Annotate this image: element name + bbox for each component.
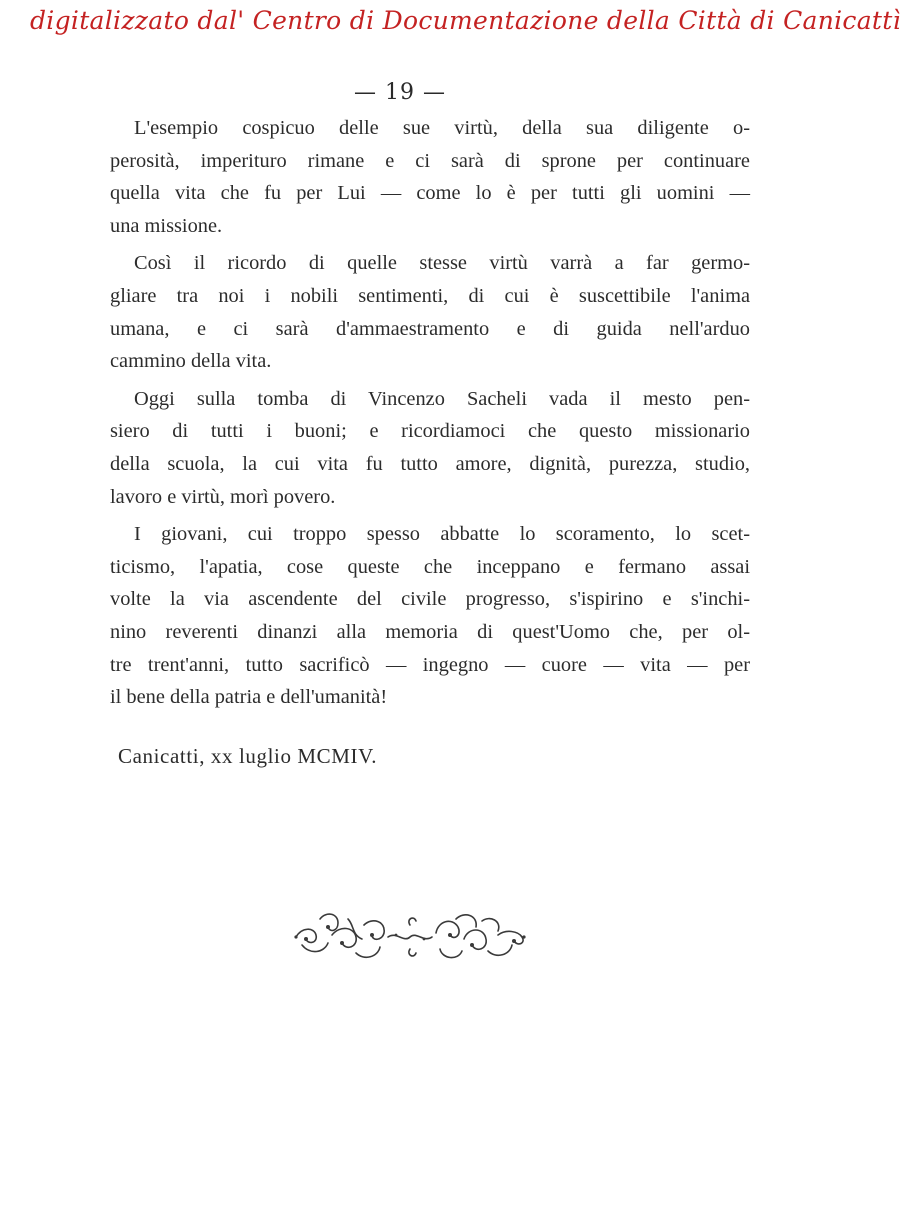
text-line: Così il ricordo di quelle stesse virtù varrà a far germo- — [134, 252, 750, 275]
text-line: I giovani, cui troppo spesso abbatte lo scoramento, lo scet- — [134, 523, 750, 546]
paragraph — [110, 518, 750, 714]
place-date: Canicatti, xx luglio MCMIV. — [118, 744, 378, 768]
text-line: perosità, imperituro rimane e ci sarà di sprone per continuare — [110, 149, 750, 172]
text-line: gliare tra noi i nobili sentimenti, di cui è suscettibile l'anima — [110, 284, 750, 307]
text-line: ticismo, l'apatia, cose queste che inceppano e fermano assai — [110, 555, 750, 578]
digitization-watermark: digitalizzato dal' Centro di Documentazione della Città di Canicattì — [30, 6, 901, 35]
text-line: una missione. — [110, 214, 223, 237]
text-line: il bene della patria e dell'umanità! — [110, 686, 388, 709]
text-line: umana, e ci sarà d'ammaestramento e di guida nell'arduo — [110, 317, 750, 340]
text-line: lavoro e virtù, morì povero. — [110, 485, 336, 508]
text-line: volte la via ascendente del civile progresso, s'ispirino e s'inchi- — [110, 588, 750, 611]
text-line: siero di tutti i buoni; e ricordiamoci che questo missionario — [110, 420, 750, 443]
page-number: — 19 — — [354, 80, 446, 105]
scroll-ornament-icon — [292, 905, 528, 967]
paragraph — [110, 383, 750, 513]
text-line: Oggi sulla tomba di Vincenzo Sacheli vada il mesto pen- — [134, 387, 750, 410]
text-line: cammino della vita. — [110, 350, 272, 373]
text-line: della scuola, la cui vita fu tutto amore, dignità, purezza, studio, — [110, 452, 750, 475]
paragraph — [110, 247, 750, 377]
body-text — [110, 112, 750, 719]
paragraph — [110, 112, 750, 242]
text-line: tre trent'anni, tutto sacrificò — ingegno — cuore — vita — per — [110, 653, 750, 676]
text-line: quella vita che fu per Lui — come lo è per tutti gli uomini — — [110, 182, 750, 205]
text-line: nino reverenti dinanzi alla memoria di quest'Uomo che, per ol- — [110, 620, 750, 643]
text-line: L'esempio cospicuo delle sue virtù, della sua diligente o- — [134, 117, 750, 139]
